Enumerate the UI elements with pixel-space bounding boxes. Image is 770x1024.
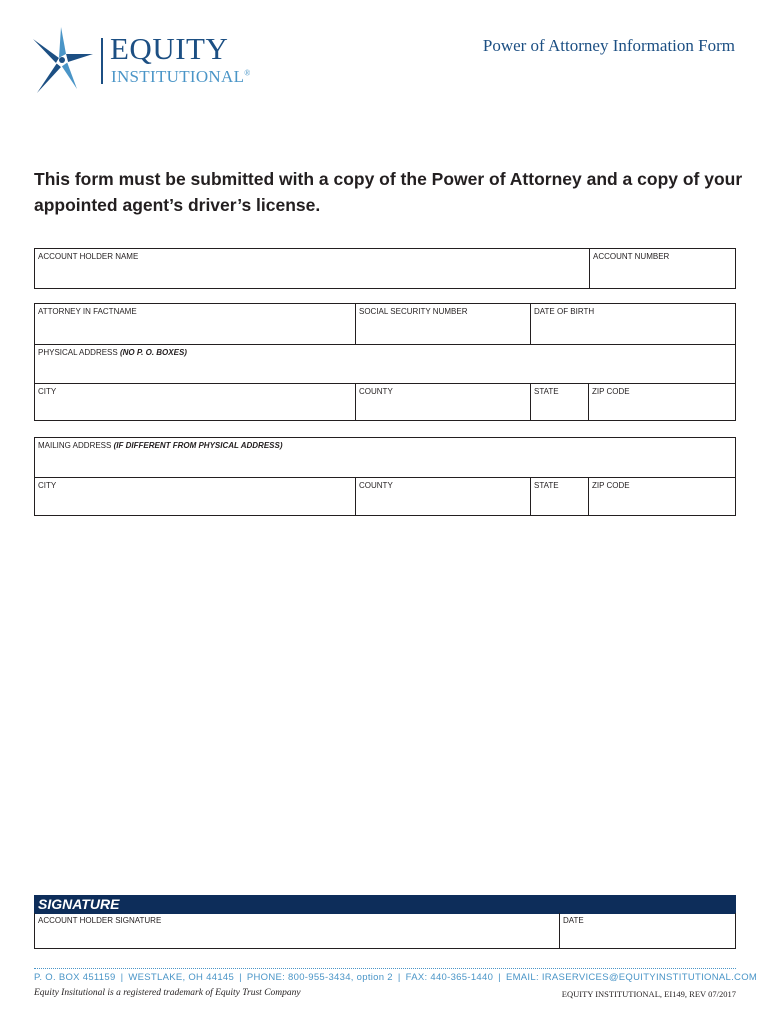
state-field[interactable] [530, 383, 588, 420]
county-label: COUNTY [359, 387, 393, 396]
physical-address-note: (NO P. O. BOXES) [119, 348, 187, 357]
account-number-label: ACCOUNT NUMBER [593, 252, 670, 261]
mailing-address-field[interactable] [35, 438, 735, 477]
attorney-in-fact-name-label: ATTORNEY IN FACTNAME [38, 307, 137, 316]
account-number-field[interactable] [589, 249, 735, 288]
mailing-city-field[interactable] [35, 477, 355, 515]
signature-date-label: DATE [563, 916, 584, 925]
signature-section [34, 913, 736, 949]
submission-notice: This form must be submitted with a copy of the Power of Attorney and a copy of your appointed agent’s driver’s license. [34, 169, 743, 215]
mailing-address-section [34, 437, 736, 516]
mailing-city-label: CITY [38, 481, 57, 490]
zip-code-field[interactable] [588, 383, 735, 420]
account-holder-section [34, 248, 736, 289]
zip-code-label: ZIP CODE [592, 387, 630, 396]
logo-divider [101, 38, 103, 84]
footer-city: WESTLAKE, OH 44145 [128, 972, 235, 983]
footer-email-link[interactable]: EMAIL: IRASERVICES@EQUITYINSTITUTIONAL.COM [505, 972, 758, 983]
account-holder-signature-field[interactable] [35, 913, 559, 948]
mailing-address-label: MAILING ADDRESS (IF DIFFERENT FROM PHYSICAL ADDRESS) [38, 441, 283, 450]
attorney-in-fact-name-field[interactable] [35, 304, 355, 344]
physical-address-field[interactable] [35, 344, 735, 383]
date-of-birth-label: DATE OF BIRTH [534, 307, 595, 316]
county-field[interactable] [355, 383, 530, 420]
footer-trademark-note: Equity Insitutional is a registered trademark of Equity Trust Company [34, 988, 301, 998]
mailing-county-field[interactable] [355, 477, 530, 515]
ssn-field[interactable] [355, 304, 530, 344]
ssn-label: SOCIAL SECURITY NUMBER [359, 307, 468, 316]
form-title: Power of Attorney Information Form [482, 36, 735, 55]
footer-separator: | [498, 972, 501, 983]
footer-rule [34, 968, 736, 969]
footer-separator: | [239, 972, 242, 983]
footer-phone: PHONE: 800-955-3434, option 2 [246, 972, 393, 983]
brand-name: EQUITY [110, 31, 229, 66]
footer-po-box: P. O. BOX 451159 [34, 972, 116, 983]
footer-contact-line [34, 972, 758, 983]
signature-date-field[interactable] [559, 913, 735, 948]
city-field[interactable] [35, 383, 355, 420]
mailing-zip-code-label: ZIP CODE [592, 481, 630, 490]
state-label: STATE [534, 387, 559, 396]
physical-address-label: PHYSICAL ADDRESS (NO P. O. BOXES) [38, 348, 187, 357]
mailing-county-label: COUNTY [359, 481, 393, 490]
date-of-birth-field[interactable] [530, 304, 735, 344]
account-holder-name-label: ACCOUNT HOLDER NAME [38, 252, 139, 261]
signature-header: SIGNATURE [34, 895, 736, 914]
account-holder-name-field[interactable] [35, 249, 589, 288]
mailing-address-note: (IF DIFFERENT FROM PHYSICAL ADDRESS) [113, 441, 283, 450]
brand-subname: INSTITUTIONAL® [111, 67, 251, 86]
mailing-state-label: STATE [534, 481, 559, 490]
city-label: CITY [38, 387, 57, 396]
equity-star-logo-icon [33, 27, 93, 93]
attorney-section [34, 303, 736, 421]
footer-separator: | [397, 972, 401, 983]
footer-separator: | [120, 972, 124, 983]
footer-revision: EQUITY INSTITUTIONAL, EI149, REV 07/2017 [561, 989, 736, 999]
registered-mark: ® [244, 68, 251, 78]
mailing-zip-code-field[interactable] [588, 477, 735, 515]
account-holder-signature-label: ACCOUNT HOLDER SIGNATURE [38, 916, 162, 925]
mailing-state-field[interactable] [530, 477, 588, 515]
footer-fax: FAX: 440-365-1440 [405, 972, 494, 983]
